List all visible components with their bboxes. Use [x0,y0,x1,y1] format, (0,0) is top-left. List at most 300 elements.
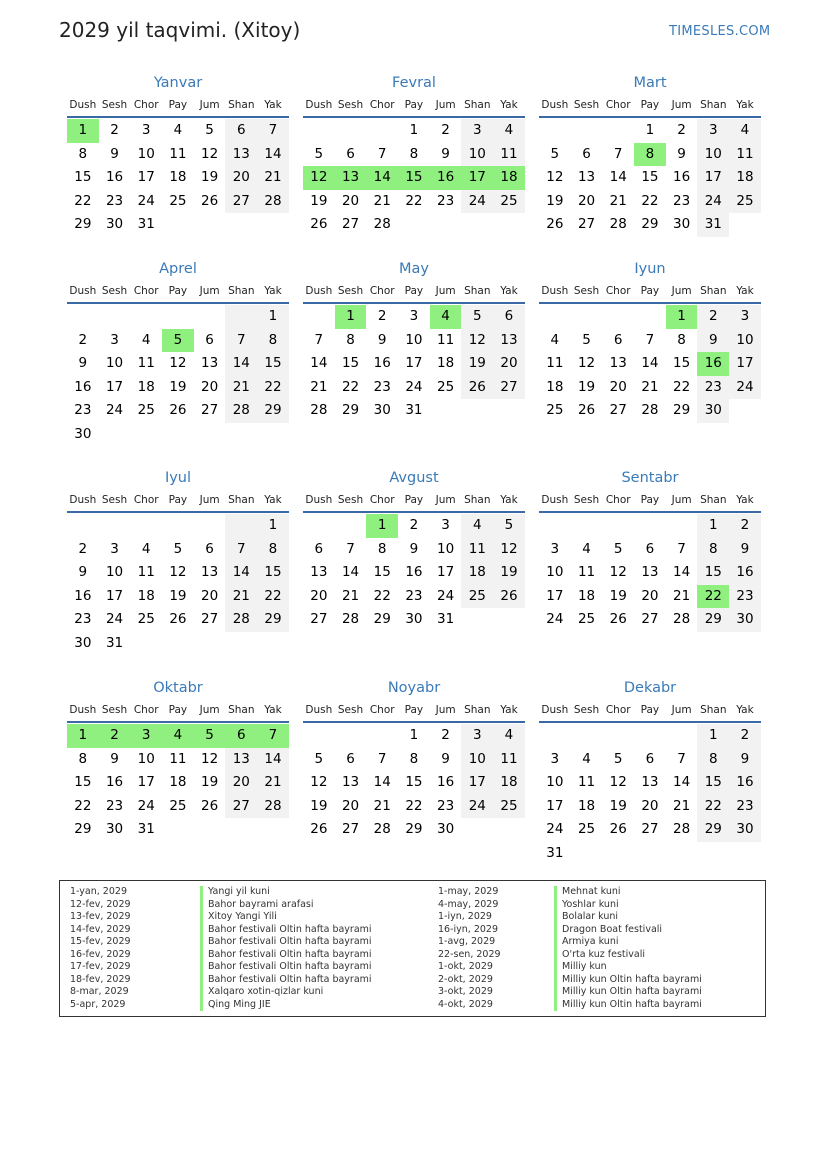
day-cell[interactable]: 5 [461,305,493,329]
day-cell[interactable]: 15 [74,169,92,186]
day-cell[interactable]: 7 [225,538,257,562]
day-cell[interactable]: 17 [546,587,564,604]
day-cell[interactable]: 21 [257,166,289,190]
holiday-day-cell[interactable]: 1 [67,119,99,143]
day-cell[interactable]: 1 [697,514,729,538]
day-cell[interactable]: 3 [550,540,560,557]
day-cell[interactable]: 20 [201,378,219,395]
day-cell[interactable]: 25 [577,821,596,838]
day-cell[interactable]: 25 [546,402,564,419]
day-cell[interactable]: 9 [377,331,387,348]
day-cell[interactable]: 15 [74,774,92,791]
day-cell[interactable]: 8 [409,145,419,162]
day-cell[interactable]: 16 [405,564,423,581]
day-cell[interactable]: 29 [697,608,729,632]
day-cell[interactable]: 19 [609,797,627,814]
day-cell[interactable]: 27 [641,611,659,628]
day-cell[interactable]: 29 [341,402,360,419]
holiday-day-cell[interactable]: 18 [493,166,525,190]
holiday-day-cell[interactable]: 13 [335,166,367,190]
day-cell[interactable]: 31 [546,844,564,861]
holiday-day-cell[interactable]: 22 [697,585,729,609]
day-cell[interactable]: 16 [673,169,691,186]
day-cell[interactable]: 15 [341,355,360,372]
day-cell[interactable]: 18 [729,166,761,190]
day-cell[interactable]: 25 [493,795,525,819]
day-cell[interactable]: 24 [437,587,455,604]
day-cell[interactable]: 23 [437,797,455,814]
holiday-day-cell[interactable]: 15 [398,166,430,190]
day-cell[interactable]: 24 [461,795,493,819]
day-cell[interactable]: 17 [437,564,455,581]
day-cell[interactable]: 29 [257,608,289,632]
day-cell[interactable]: 21 [373,192,391,209]
day-cell[interactable]: 14 [257,143,289,167]
day-cell[interactable]: 22 [257,376,289,400]
day-cell[interactable]: 20 [225,166,257,190]
day-cell[interactable]: 12 [461,329,493,353]
day-cell[interactable]: 5 [205,122,214,138]
day-cell[interactable]: 12 [609,774,627,791]
day-cell[interactable]: 25 [137,402,155,419]
day-cell[interactable]: 10 [405,331,423,348]
day-cell[interactable]: 7 [677,750,686,767]
day-cell[interactable]: 20 [225,771,257,795]
day-cell[interactable]: 20 [201,587,219,604]
day-cell[interactable]: 19 [546,192,564,209]
day-cell[interactable]: 9 [110,750,119,767]
day-cell[interactable]: 6 [582,145,591,162]
day-cell[interactable]: 5 [613,540,623,557]
day-cell[interactable]: 1 [409,122,419,138]
day-cell[interactable]: 23 [673,192,691,209]
day-cell[interactable]: 3 [110,540,119,557]
day-cell[interactable]: 13 [641,564,659,581]
day-cell[interactable]: 30 [437,821,455,838]
day-cell[interactable]: 27 [577,216,596,233]
day-cell[interactable]: 17 [105,378,124,395]
day-cell[interactable]: 5 [582,331,591,348]
day-cell[interactable]: 17 [461,771,493,795]
day-cell[interactable]: 26 [169,402,187,419]
day-cell[interactable]: 31 [137,216,155,233]
day-cell[interactable]: 2 [697,305,729,329]
day-cell[interactable]: 15 [405,774,423,791]
day-cell[interactable]: 22 [405,192,423,209]
day-cell[interactable]: 27 [341,216,360,233]
day-cell[interactable]: 8 [697,748,729,772]
day-cell[interactable]: 19 [310,797,328,814]
day-cell[interactable]: 1 [257,514,289,538]
day-cell[interactable]: 20 [310,587,328,604]
day-cell[interactable]: 9 [409,540,419,557]
day-cell[interactable]: 7 [377,145,387,162]
day-cell[interactable]: 13 [641,774,659,791]
day-cell[interactable]: 25 [577,611,596,628]
day-cell[interactable]: 4 [582,540,591,557]
day-cell[interactable]: 23 [105,192,124,209]
day-cell[interactable]: 21 [609,192,627,209]
day-cell[interactable]: 10 [546,774,564,791]
day-cell[interactable]: 8 [257,329,289,353]
day-cell[interactable]: 31 [697,213,729,237]
day-cell[interactable]: 18 [577,797,596,814]
holiday-day-cell[interactable]: 17 [461,166,493,190]
day-cell[interactable]: 16 [437,774,455,791]
day-cell[interactable]: 9 [729,538,761,562]
holiday-day-cell[interactable]: 4 [430,305,462,329]
day-cell[interactable]: 7 [613,145,623,162]
day-cell[interactable]: 8 [377,540,387,557]
day-cell[interactable]: 17 [697,166,729,190]
day-cell[interactable]: 28 [225,608,257,632]
day-cell[interactable]: 13 [609,355,627,372]
day-cell[interactable]: 23 [437,192,455,209]
day-cell[interactable]: 19 [461,352,493,376]
day-cell[interactable]: 30 [405,611,423,628]
day-cell[interactable]: 22 [673,378,691,395]
day-cell[interactable]: 15 [673,355,691,372]
day-cell[interactable]: 19 [169,587,187,604]
day-cell[interactable]: 14 [673,564,691,581]
day-cell[interactable]: 18 [169,169,187,186]
day-cell[interactable]: 4 [173,122,183,138]
holiday-day-cell[interactable]: 1 [366,514,398,538]
day-cell[interactable]: 12 [201,750,219,767]
day-cell[interactable]: 24 [137,797,155,814]
day-cell[interactable]: 25 [461,585,493,609]
day-cell[interactable]: 10 [137,145,155,162]
day-cell[interactable]: 22 [641,192,659,209]
day-cell[interactable]: 10 [105,355,124,372]
day-cell[interactable]: 12 [609,564,627,581]
day-cell[interactable]: 30 [697,399,729,423]
day-cell[interactable]: 4 [582,750,591,767]
day-cell[interactable]: 26 [201,192,219,209]
day-cell[interactable]: 9 [78,564,88,581]
day-cell[interactable]: 18 [169,774,187,791]
day-cell[interactable]: 3 [110,331,119,348]
day-cell[interactable]: 19 [577,378,596,395]
day-cell[interactable]: 3 [409,308,419,324]
day-cell[interactable]: 18 [137,587,155,604]
day-cell[interactable]: 24 [105,402,124,419]
day-cell[interactable]: 25 [137,611,155,628]
day-cell[interactable]: 13 [201,355,219,372]
day-cell[interactable]: 15 [697,771,729,795]
day-cell[interactable]: 4 [493,119,525,143]
day-cell[interactable]: 18 [546,378,564,395]
day-cell[interactable]: 15 [641,169,659,186]
day-cell[interactable]: 27 [609,402,627,419]
day-cell[interactable]: 21 [310,378,328,395]
day-cell[interactable]: 30 [673,216,691,233]
day-cell[interactable]: 2 [441,122,450,138]
day-cell[interactable]: 24 [105,611,124,628]
holiday-day-cell[interactable]: 1 [335,305,367,329]
day-cell[interactable]: 24 [546,821,564,838]
day-cell[interactable]: 28 [673,821,691,838]
day-cell[interactable]: 4 [729,119,761,143]
day-cell[interactable]: 19 [310,192,328,209]
day-cell[interactable]: 22 [74,192,92,209]
day-cell[interactable]: 19 [169,378,187,395]
day-cell[interactable]: 30 [105,821,124,838]
day-cell[interactable]: 2 [729,514,761,538]
day-cell[interactable]: 16 [105,774,124,791]
day-cell[interactable]: 17 [137,774,155,791]
day-cell[interactable]: 4 [550,331,560,348]
day-cell[interactable]: 23 [697,376,729,400]
day-cell[interactable]: 13 [493,329,525,353]
day-cell[interactable]: 9 [78,355,88,372]
day-cell[interactable]: 28 [341,611,360,628]
day-cell[interactable]: 9 [697,329,729,353]
day-cell[interactable]: 11 [137,355,155,372]
day-cell[interactable]: 26 [609,611,627,628]
day-cell[interactable]: 22 [341,378,360,395]
day-cell[interactable]: 10 [461,143,493,167]
day-cell[interactable]: 21 [341,587,360,604]
holiday-day-cell[interactable]: 1 [67,724,99,748]
day-cell[interactable]: 21 [673,587,691,604]
day-cell[interactable]: 3 [550,750,560,767]
day-cell[interactable]: 17 [405,355,423,372]
day-cell[interactable]: 15 [257,561,289,585]
day-cell[interactable]: 23 [74,402,92,419]
day-cell[interactable]: 31 [137,821,155,838]
day-cell[interactable]: 12 [169,564,187,581]
day-cell[interactable]: 2 [377,308,387,324]
day-cell[interactable]: 22 [697,795,729,819]
day-cell[interactable]: 31 [405,402,423,419]
day-cell[interactable]: 17 [105,587,124,604]
day-cell[interactable]: 21 [257,771,289,795]
day-cell[interactable]: 19 [201,169,219,186]
day-cell[interactable]: 23 [405,587,423,604]
day-cell[interactable]: 5 [613,750,623,767]
holiday-day-cell[interactable]: 5 [162,329,194,353]
day-cell[interactable]: 4 [141,540,151,557]
day-cell[interactable]: 1 [409,727,419,743]
day-cell[interactable]: 6 [225,119,257,143]
day-cell[interactable]: 27 [310,611,328,628]
day-cell[interactable]: 11 [137,564,155,581]
holiday-day-cell[interactable]: 12 [303,166,335,190]
day-cell[interactable]: 28 [673,611,691,628]
day-cell[interactable]: 28 [310,402,328,419]
day-cell[interactable]: 2 [729,724,761,748]
day-cell[interactable]: 26 [461,376,493,400]
day-cell[interactable]: 27 [201,402,219,419]
day-cell[interactable]: 16 [74,587,92,604]
day-cell[interactable]: 14 [225,561,257,585]
day-cell[interactable]: 30 [729,818,761,842]
day-cell[interactable]: 10 [461,748,493,772]
day-cell[interactable]: 25 [169,192,187,209]
day-cell[interactable]: 4 [461,514,493,538]
day-cell[interactable]: 3 [461,724,493,748]
holiday-day-cell[interactable]: 1 [666,305,698,329]
day-cell[interactable]: 10 [546,564,564,581]
day-cell[interactable]: 6 [645,540,655,557]
day-cell[interactable]: 22 [405,797,423,814]
holiday-day-cell[interactable]: 16 [430,166,462,190]
day-cell[interactable]: 6 [205,540,214,557]
day-cell[interactable]: 29 [74,216,92,233]
day-cell[interactable]: 25 [493,190,525,214]
day-cell[interactable]: 27 [225,795,257,819]
day-cell[interactable]: 28 [373,821,391,838]
day-cell[interactable]: 6 [346,145,355,162]
day-cell[interactable]: 23 [373,378,391,395]
day-cell[interactable]: 13 [310,564,328,581]
day-cell[interactable]: 2 [78,540,88,557]
day-cell[interactable]: 20 [341,192,360,209]
day-cell[interactable]: 24 [461,190,493,214]
day-cell[interactable]: 19 [609,587,627,604]
day-cell[interactable]: 28 [609,216,627,233]
day-cell[interactable]: 16 [373,355,391,372]
day-cell[interactable]: 11 [577,564,596,581]
day-cell[interactable]: 30 [729,608,761,632]
day-cell[interactable]: 9 [110,145,119,162]
day-cell[interactable]: 14 [225,352,257,376]
day-cell[interactable]: 18 [493,771,525,795]
holiday-day-cell[interactable]: 5 [194,724,226,748]
day-cell[interactable]: 28 [373,216,391,233]
day-cell[interactable]: 29 [673,402,691,419]
day-cell[interactable]: 28 [257,795,289,819]
holiday-day-cell[interactable]: 2 [99,724,131,748]
day-cell[interactable]: 8 [409,750,419,767]
day-cell[interactable]: 30 [74,425,92,442]
day-cell[interactable]: 3 [441,517,450,533]
holiday-day-cell[interactable]: 6 [225,724,257,748]
day-cell[interactable]: 6 [645,750,655,767]
day-cell[interactable]: 14 [257,748,289,772]
day-cell[interactable]: 14 [609,169,627,186]
day-cell[interactable]: 24 [546,611,564,628]
day-cell[interactable]: 14 [641,355,659,372]
day-cell[interactable]: 13 [341,774,360,791]
day-cell[interactable]: 27 [341,821,360,838]
day-cell[interactable]: 11 [493,143,525,167]
day-cell[interactable]: 6 [346,750,355,767]
day-cell[interactable]: 1 [697,724,729,748]
day-cell[interactable]: 23 [729,795,761,819]
day-cell[interactable]: 26 [169,611,187,628]
day-cell[interactable]: 29 [257,399,289,423]
day-cell[interactable]: 29 [373,611,391,628]
day-cell[interactable]: 14 [341,564,360,581]
day-cell[interactable]: 29 [74,821,92,838]
day-cell[interactable]: 4 [141,331,151,348]
day-cell[interactable]: 5 [314,750,324,767]
day-cell[interactable]: 10 [137,750,155,767]
day-cell[interactable]: 5 [550,145,560,162]
day-cell[interactable]: 7 [677,540,686,557]
day-cell[interactable]: 30 [373,402,391,419]
day-cell[interactable]: 29 [405,821,423,838]
day-cell[interactable]: 20 [577,192,596,209]
day-cell[interactable]: 24 [697,190,729,214]
day-cell[interactable]: 26 [310,216,328,233]
day-cell[interactable]: 19 [493,561,525,585]
day-cell[interactable]: 31 [105,634,124,651]
day-cell[interactable]: 25 [437,378,455,395]
day-cell[interactable]: 5 [314,145,324,162]
day-cell[interactable]: 11 [577,774,596,791]
day-cell[interactable]: 23 [729,585,761,609]
day-cell[interactable]: 3 [729,305,761,329]
day-cell[interactable]: 18 [461,561,493,585]
day-cell[interactable]: 10 [697,143,729,167]
day-cell[interactable]: 7 [377,750,387,767]
day-cell[interactable]: 28 [225,399,257,423]
day-cell[interactable]: 6 [613,331,623,348]
day-cell[interactable]: 30 [105,216,124,233]
day-cell[interactable]: 2 [677,122,686,138]
day-cell[interactable]: 25 [169,797,187,814]
day-cell[interactable]: 27 [201,611,219,628]
day-cell[interactable]: 19 [201,774,219,791]
day-cell[interactable]: 31 [437,611,455,628]
day-cell[interactable]: 29 [697,818,729,842]
brand-link[interactable]: TIMESLES.COM [669,24,771,39]
day-cell[interactable]: 11 [729,143,761,167]
day-cell[interactable]: 24 [405,378,423,395]
day-cell[interactable]: 11 [169,145,187,162]
holiday-day-cell[interactable]: 7 [257,724,289,748]
day-cell[interactable]: 27 [641,821,659,838]
day-cell[interactable]: 1 [645,122,655,138]
day-cell[interactable]: 18 [577,587,596,604]
holiday-day-cell[interactable]: 16 [697,352,729,376]
day-cell[interactable]: 2 [78,331,88,348]
day-cell[interactable]: 22 [257,585,289,609]
day-cell[interactable]: 10 [437,540,455,557]
day-cell[interactable]: 2 [110,122,119,138]
day-cell[interactable]: 8 [78,750,88,767]
day-cell[interactable]: 16 [729,771,761,795]
holiday-day-cell[interactable]: 14 [366,166,398,190]
day-cell[interactable]: 16 [729,561,761,585]
day-cell[interactable]: 15 [697,561,729,585]
day-cell[interactable]: 25 [729,190,761,214]
day-cell[interactable]: 26 [493,585,525,609]
day-cell[interactable]: 21 [225,376,257,400]
day-cell[interactable]: 11 [437,331,455,348]
day-cell[interactable]: 26 [546,216,564,233]
day-cell[interactable]: 18 [437,355,455,372]
day-cell[interactable]: 11 [169,750,187,767]
day-cell[interactable]: 13 [201,564,219,581]
day-cell[interactable]: 13 [577,169,596,186]
day-cell[interactable]: 20 [341,797,360,814]
day-cell[interactable]: 28 [257,190,289,214]
day-cell[interactable]: 2 [409,517,419,533]
day-cell[interactable]: 13 [225,143,257,167]
day-cell[interactable]: 7 [257,119,289,143]
day-cell[interactable]: 14 [373,774,391,791]
day-cell[interactable]: 11 [461,538,493,562]
holiday-day-cell[interactable]: 8 [634,143,666,167]
day-cell[interactable]: 10 [729,329,761,353]
day-cell[interactable]: 26 [609,821,627,838]
day-cell[interactable]: 12 [201,145,219,162]
day-cell[interactable]: 12 [169,355,187,372]
